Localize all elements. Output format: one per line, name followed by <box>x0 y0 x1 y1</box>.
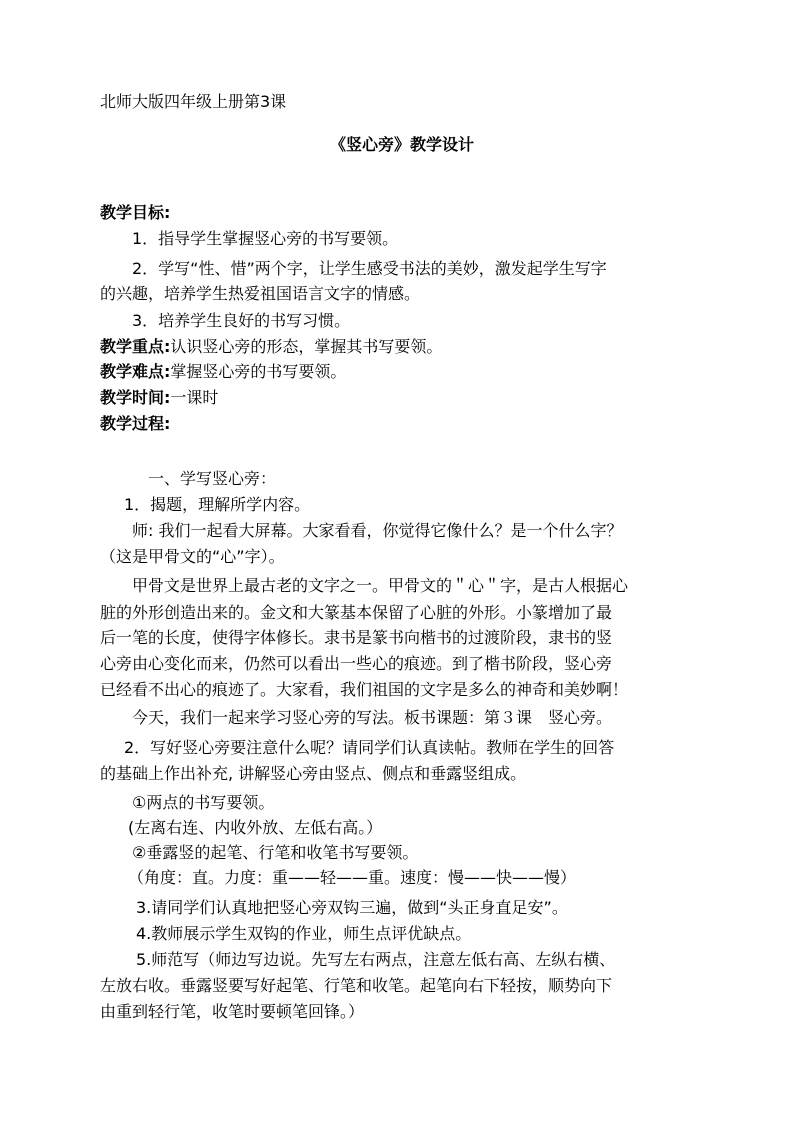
process-line: （角度：直。力度：重——轻——重。速度：慢——快——慢） <box>128 868 577 887</box>
objective-item: 3．培养学生良好的书写习惯。 <box>132 311 351 330</box>
objective-item: 的兴趣，培养学生热爱祖国语言文字的情感。 <box>100 284 421 303</box>
process-line: 5.师范写（师边写边说。先写左右两点，注意左低右高、左纵右横、 <box>136 950 616 969</box>
process-line: 左放右收。垂露竖要写好起笔、行笔和收笔。起笔向右下轻按，顺势向下 <box>100 976 613 995</box>
process-line: 心旁由心变化而来，仍然可以看出一些心的痕迹。到了楷书阶段，竖心旁 <box>100 654 613 673</box>
process-line: (左离右连、内收外放、左低右高。） <box>128 818 383 837</box>
process-line: 2．写好竖心旁要注意什么呢？请同学们认真读帖。教师在学生的回答 <box>124 738 615 757</box>
process-line: ②垂露竖的起笔、行笔和收笔书写要领。 <box>132 843 419 862</box>
key-points-text: 认识竖心旁的形态，掌握其书写要领。 <box>170 337 443 356</box>
objectives-heading: 教学目标: <box>100 203 171 222</box>
process-line: 3.请同学们认真地把竖心旁双钩三遍，做到“头正身直足安”。 <box>136 898 568 917</box>
process-line: 1．揭题，理解所学内容。 <box>124 495 311 514</box>
objective-item: 2．学写“性、惜”两个字，让学生感受书法的美妙，激发起学生写字 <box>132 259 607 278</box>
process-line: 的基础上作出补充, 讲解竖心旁由竖点、侧点和垂露竖组成。 <box>100 764 527 783</box>
process-line: 后一笔的长度，使得字体修长。隶书是篆书向楷书的过渡阶段，隶书的竖 <box>100 628 613 647</box>
process-line: 脏的外形创造出来的。金文和大篆基本保留了心脏的外形。小篆增加了最 <box>100 603 613 622</box>
time-line <box>100 385 704 411</box>
process-line: 甲骨文是世界上最古老的文字之一。甲骨文的＂心＂字，是古人根据心 <box>132 576 629 595</box>
process-line: 由重到轻行笔，收笔时要顿笔回锋。） <box>100 1002 365 1021</box>
key-points-line <box>100 334 704 360</box>
process-line: 师: 我们一起看大屏幕。大家看看，你觉得它像什么？是一个什么字？ <box>132 521 623 540</box>
process-line: ①两点的书写要领。 <box>132 793 275 812</box>
document-title: 《竖心旁》教学设计 <box>329 135 474 154</box>
objective-item: 1．指导学生掌握竖心旁的书写要领。 <box>132 229 399 248</box>
time-label: 教学时间: <box>100 388 171 407</box>
process-line: 4.教师展示学生双钩的作业，师生点评优缺点。 <box>136 924 472 943</box>
process-line: 一、学写竖心旁： <box>148 469 277 488</box>
process-line: 已经看不出心的痕迹了。大家看，我们祖国的文字是多么的神奇和美妙啊！ <box>100 680 629 699</box>
process-line: （这是甲骨文的“心”字）。 <box>100 547 285 566</box>
difficulty-line <box>100 359 704 385</box>
key-points-label: 教学重点: <box>100 337 171 356</box>
time-text: 一课时 <box>170 388 219 407</box>
course-header: 北师大版四年级上册第3课 <box>100 92 287 111</box>
difficulty-label: 教学难点: <box>100 362 171 381</box>
difficulty-text: 掌握竖心旁的书写要领。 <box>170 362 347 381</box>
process-line: 今天，我们一起来学习竖心旁的写法。板书课题：第３课 竖心旁。 <box>132 708 613 727</box>
process-heading: 教学过程: <box>100 414 171 433</box>
